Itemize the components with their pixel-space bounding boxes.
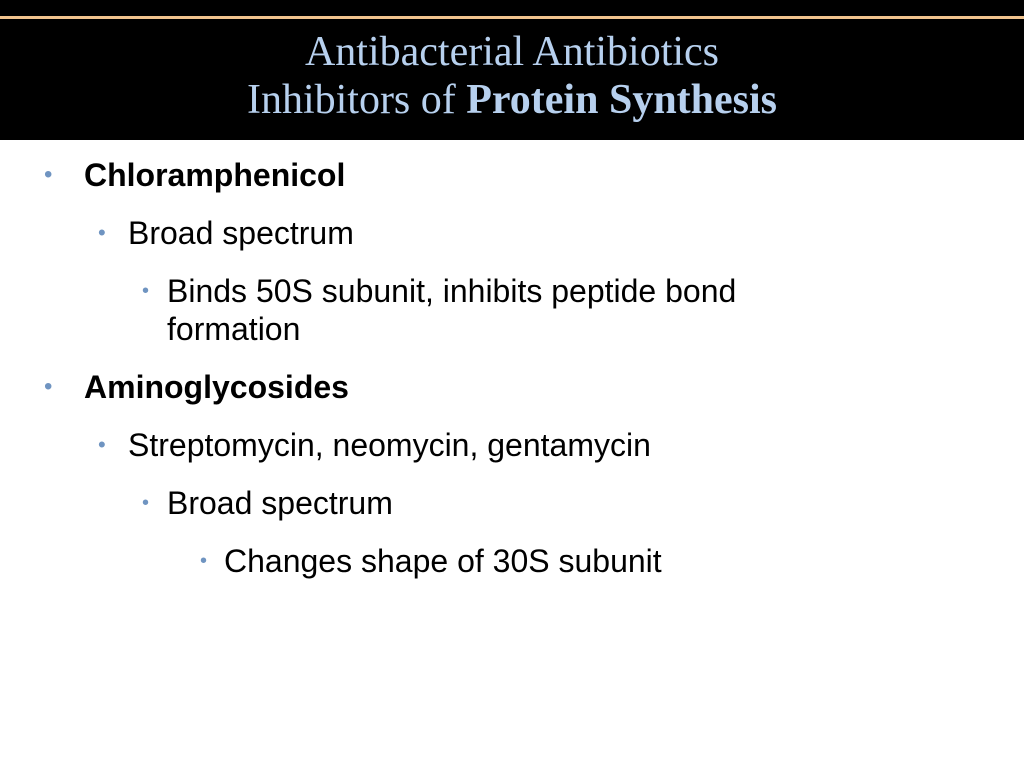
- bullet-text: Streptomycin, neomycin, gentamycin: [128, 427, 651, 463]
- bullet-marker: •: [98, 220, 106, 245]
- title-line-2: [0, 76, 1024, 124]
- bullet-text-line-1: Binds 50S subunit, inhibits peptide bond: [167, 273, 737, 309]
- bullet-text: Chloramphenicol: [84, 157, 346, 193]
- bullet-text: Broad spectrum: [128, 215, 354, 251]
- title-line-2-prefix: Inhibitors of: [246, 77, 467, 123]
- title-line-2-bold: Protein Synthesis: [466, 77, 778, 123]
- bullet-text: Changes shape of 30S subunit: [224, 543, 662, 579]
- bullet-text: Aminoglycosides: [84, 369, 349, 405]
- bullet-marker: •: [142, 280, 150, 302]
- bullet-marker: •: [200, 550, 208, 572]
- bullet-marker: •: [44, 161, 53, 188]
- title-line-1: Antibacterial Antibiotics: [304, 29, 720, 75]
- bullet-marker: •: [98, 432, 106, 457]
- title-banner: [0, 0, 1024, 140]
- bullet-marker: •: [142, 492, 150, 514]
- header-accent-rule: [0, 16, 1024, 19]
- bullet-text-line-2: formation: [167, 311, 301, 347]
- bullet-marker: •: [44, 373, 53, 400]
- bullet-text: [167, 272, 736, 348]
- slide-title: [0, 28, 1024, 124]
- bullet-text: Broad spectrum: [167, 485, 393, 521]
